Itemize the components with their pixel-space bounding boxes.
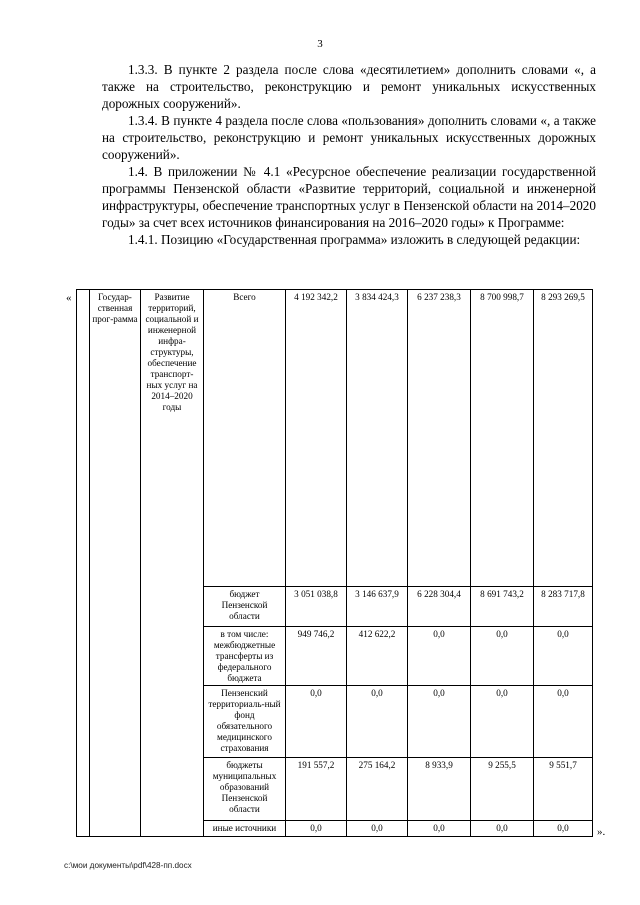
value-cell: 8 691 743,2: [471, 587, 534, 627]
paragraph-1-4: 1.4. В приложении № 4.1 «Ресурсное обеспечение реализации государственной программы Пензенской области «Развитие территорий, социальной и инженерной инфраструктуры, обеспечение транспортных услуг в Пензенской области на 2014–2020 годы» за счет всех источников финансирования на 2016–2020 годы» к Программе:: [102, 164, 596, 230]
value-cell: 3 834 424,3: [347, 290, 408, 587]
value-cell: 0,0: [408, 686, 471, 758]
body-text: [102, 61, 596, 248]
value-cell: 0,0: [286, 686, 347, 758]
value-cell: 8 700 998,7: [471, 290, 534, 587]
closing-quote: ».: [597, 826, 606, 838]
value-cell: 0,0: [471, 686, 534, 758]
paragraph-1-3-4: 1.3.4. В пункте 4 раздела после слова «пользования» дополнить словами «, а также на строительство, реконструкцию и ремонт уникальных искусственных дорожных сооружений».: [102, 113, 596, 162]
table-row: [77, 290, 593, 587]
paragraph-1-4-1: 1.4.1. Позицию «Государственная программа» изложить в следующей редакции:: [128, 232, 581, 247]
program-name-cell: Развитие территорий, социальной и инженерной инфра-структуры, обеспечение транспорт-ных услуг на 2014–2020 годы: [141, 290, 204, 837]
value-cell: 949 746,2: [286, 627, 347, 686]
value-cell: 8 933,9: [408, 758, 471, 821]
value-cell: 3 051 038,8: [286, 587, 347, 627]
file-path-footer: c:\мои документы\pdf\428-пп.docx: [64, 861, 192, 870]
program-status-cell: Государ-ственная прог-рамма: [90, 290, 141, 837]
paragraph-1-3-3: 1.3.3. В пункте 2 раздела после слова «десятилетием» дополнить словами «, а также на строительство, реконструкцию и ремонт уникальных искусственных дорожных сооружений».: [102, 62, 596, 111]
value-cell: 275 164,2: [347, 758, 408, 821]
value-cell: 412 622,2: [347, 627, 408, 686]
source-cell: в том числе: межбюджетные трансферты из федерального бюджета: [204, 627, 286, 686]
value-cell: 0,0: [347, 821, 408, 837]
value-cell: 0,0: [286, 821, 347, 837]
value-cell: 9 255,5: [471, 758, 534, 821]
opening-quote: «: [66, 292, 72, 304]
resource-table: [76, 289, 593, 837]
value-cell: 0,0: [408, 627, 471, 686]
value-cell: 4 192 342,2: [286, 290, 347, 587]
value-cell: 0,0: [534, 627, 593, 686]
value-cell: 6 237 238,3: [408, 290, 471, 587]
value-cell: 6 228 304,4: [408, 587, 471, 627]
page-number: 3: [317, 38, 323, 50]
value-cell: 9 551,7: [534, 758, 593, 821]
empty-cell: [77, 290, 90, 837]
value-cell: 191 557,2: [286, 758, 347, 821]
value-cell: 0,0: [408, 821, 471, 837]
value-cell: 0,0: [534, 686, 593, 758]
value-cell: 8 283 717,8: [534, 587, 593, 627]
source-cell: иные источники: [204, 821, 286, 837]
value-cell: 0,0: [471, 821, 534, 837]
source-cell: бюджеты муниципальных образований Пензенской области: [204, 758, 286, 821]
source-cell: Всего: [204, 290, 286, 587]
value-cell: 0,0: [471, 627, 534, 686]
value-cell: 8 293 269,5: [534, 290, 593, 587]
value-cell: 0,0: [534, 821, 593, 837]
value-cell: 0,0: [347, 686, 408, 758]
source-cell: Пензенский территориаль-ный фонд обязательного медицинского страхования: [204, 686, 286, 758]
source-cell: бюджет Пензенской области: [204, 587, 286, 627]
value-cell: 3 146 637,9: [347, 587, 408, 627]
